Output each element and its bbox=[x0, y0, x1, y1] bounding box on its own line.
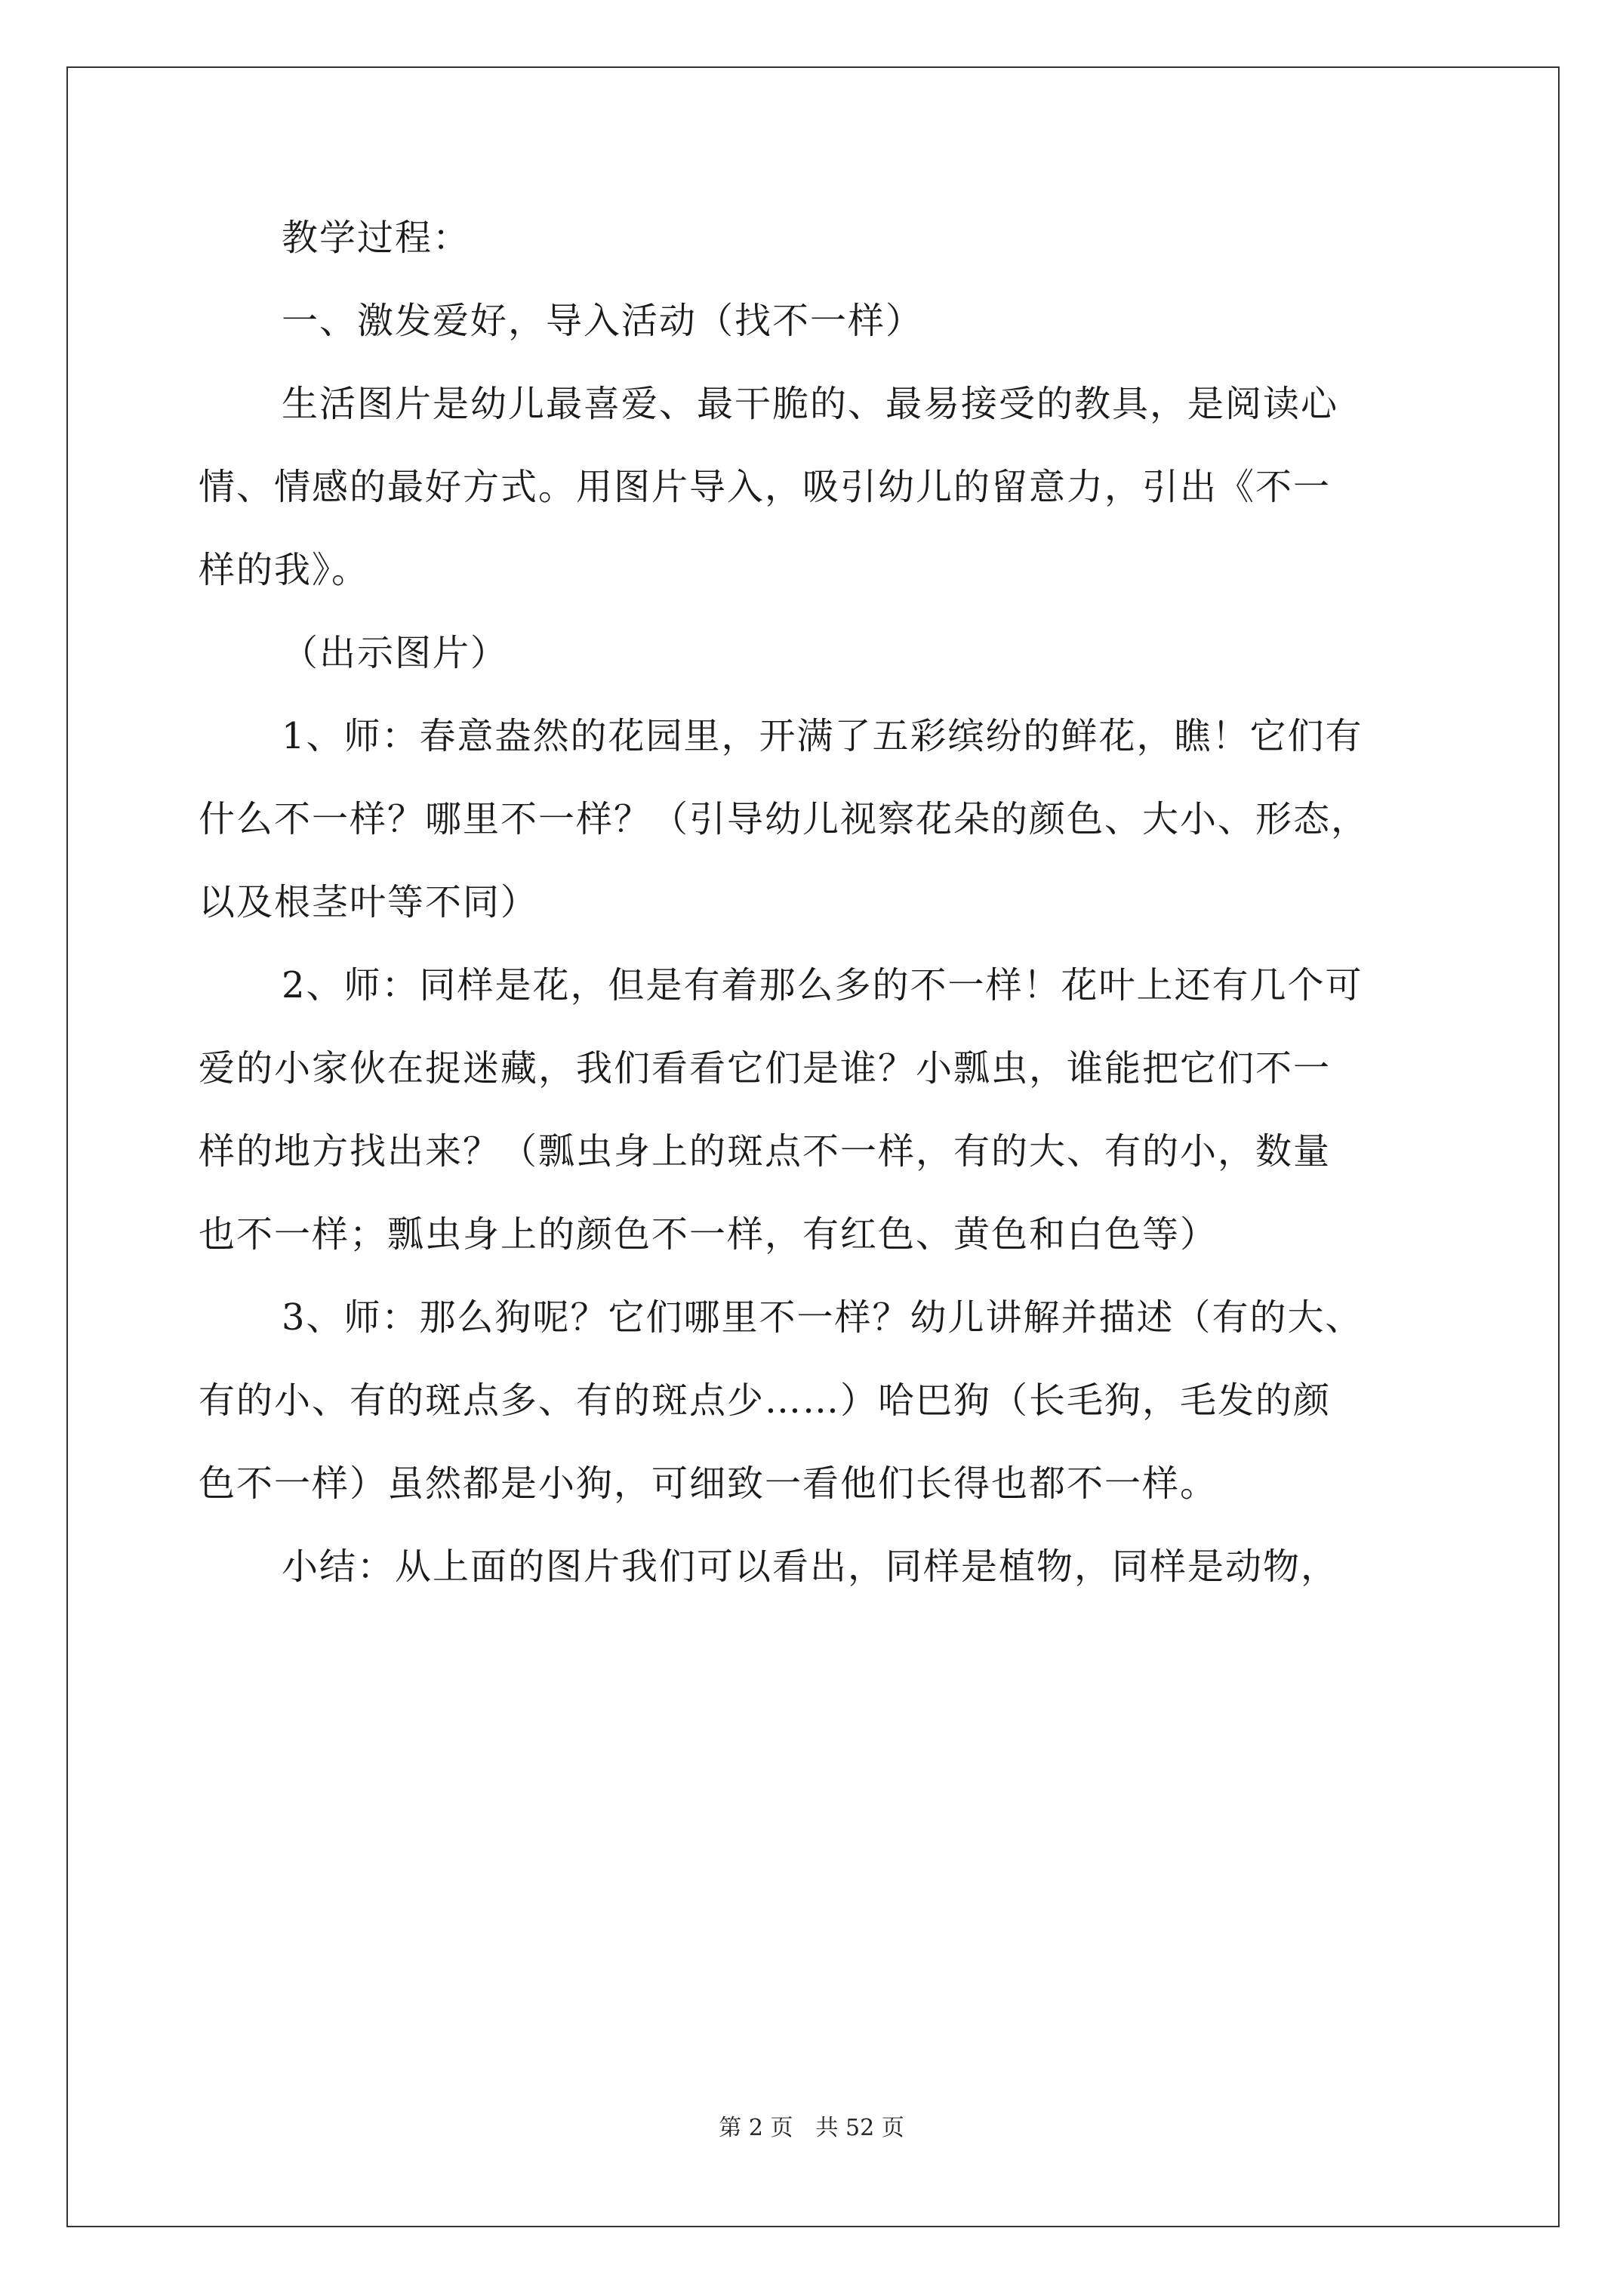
text-line: 一、激发爱好，导入活动（找不一样） bbox=[282, 300, 924, 342]
text-line: 色不一样）虽然都是小狗，可细致一看他们长得也都不一样。 bbox=[199, 1462, 1218, 1505]
text-line: 3、师：那么狗呢？它们哪里不一样？幼儿讲解并描述（有的大、 bbox=[282, 1296, 1363, 1339]
paragraph-item-3 bbox=[199, 1276, 1437, 1525]
text-line: 1、师：春意盎然的花园里，开满了五彩缤纷的鲜花，瞧！它们有 bbox=[282, 715, 1363, 757]
text-line: 小结：从上面的图片我们可以看出，同样是植物，同样是动物， bbox=[282, 1546, 1339, 1588]
text-line: 也不一样；瓢虫身上的颜色不一样，有红色、黄色和白色等） bbox=[199, 1213, 1218, 1256]
paragraph-section-one bbox=[199, 279, 1437, 362]
paragraph-summary bbox=[199, 1525, 1437, 1608]
text-line: 生活图片是幼儿最喜爱、最干脆的、最易接受的教具，是阅读心 bbox=[282, 383, 1339, 425]
text-line: （出示图片） bbox=[282, 632, 509, 674]
page-number-footer: 第 2 页 共 52 页 bbox=[719, 2115, 904, 2141]
text-line: 有的小、有的斑点多、有的斑点少……）哈巴狗（长毛狗，毛发的颜 bbox=[199, 1379, 1332, 1422]
text-line: 教学过程： bbox=[282, 217, 471, 259]
text-line: 爱的小家伙在捉迷藏，我们看看它们是谁？小瓢虫，谁能把它们不一 bbox=[199, 1047, 1332, 1089]
text-line: 什么不一样？哪里不一样？（引导幼儿视察花朵的颜色、大小、形态， bbox=[199, 798, 1369, 840]
text-line: 以及根茎叶等不同） bbox=[199, 881, 539, 923]
paragraph-item-2 bbox=[199, 944, 1437, 1276]
text-line: 情、情感的最好方式。用图片导入，吸引幼儿的留意力，引出《不一 bbox=[199, 466, 1332, 508]
text-line: 2、师：同样是花，但是有着那么多的不一样！花叶上还有几个可 bbox=[282, 964, 1363, 1006]
document-body bbox=[199, 196, 1437, 1608]
paragraph-heading-process bbox=[199, 196, 1437, 279]
paragraph-show-pictures bbox=[199, 612, 1437, 695]
paragraph-item-1 bbox=[199, 695, 1437, 944]
paragraph-intro bbox=[199, 362, 1437, 612]
text-line: 样的我》。 bbox=[199, 549, 370, 591]
text-line: 样的地方找出来？（瓢虫身上的斑点不一样，有的大、有的小，数量 bbox=[199, 1130, 1332, 1173]
